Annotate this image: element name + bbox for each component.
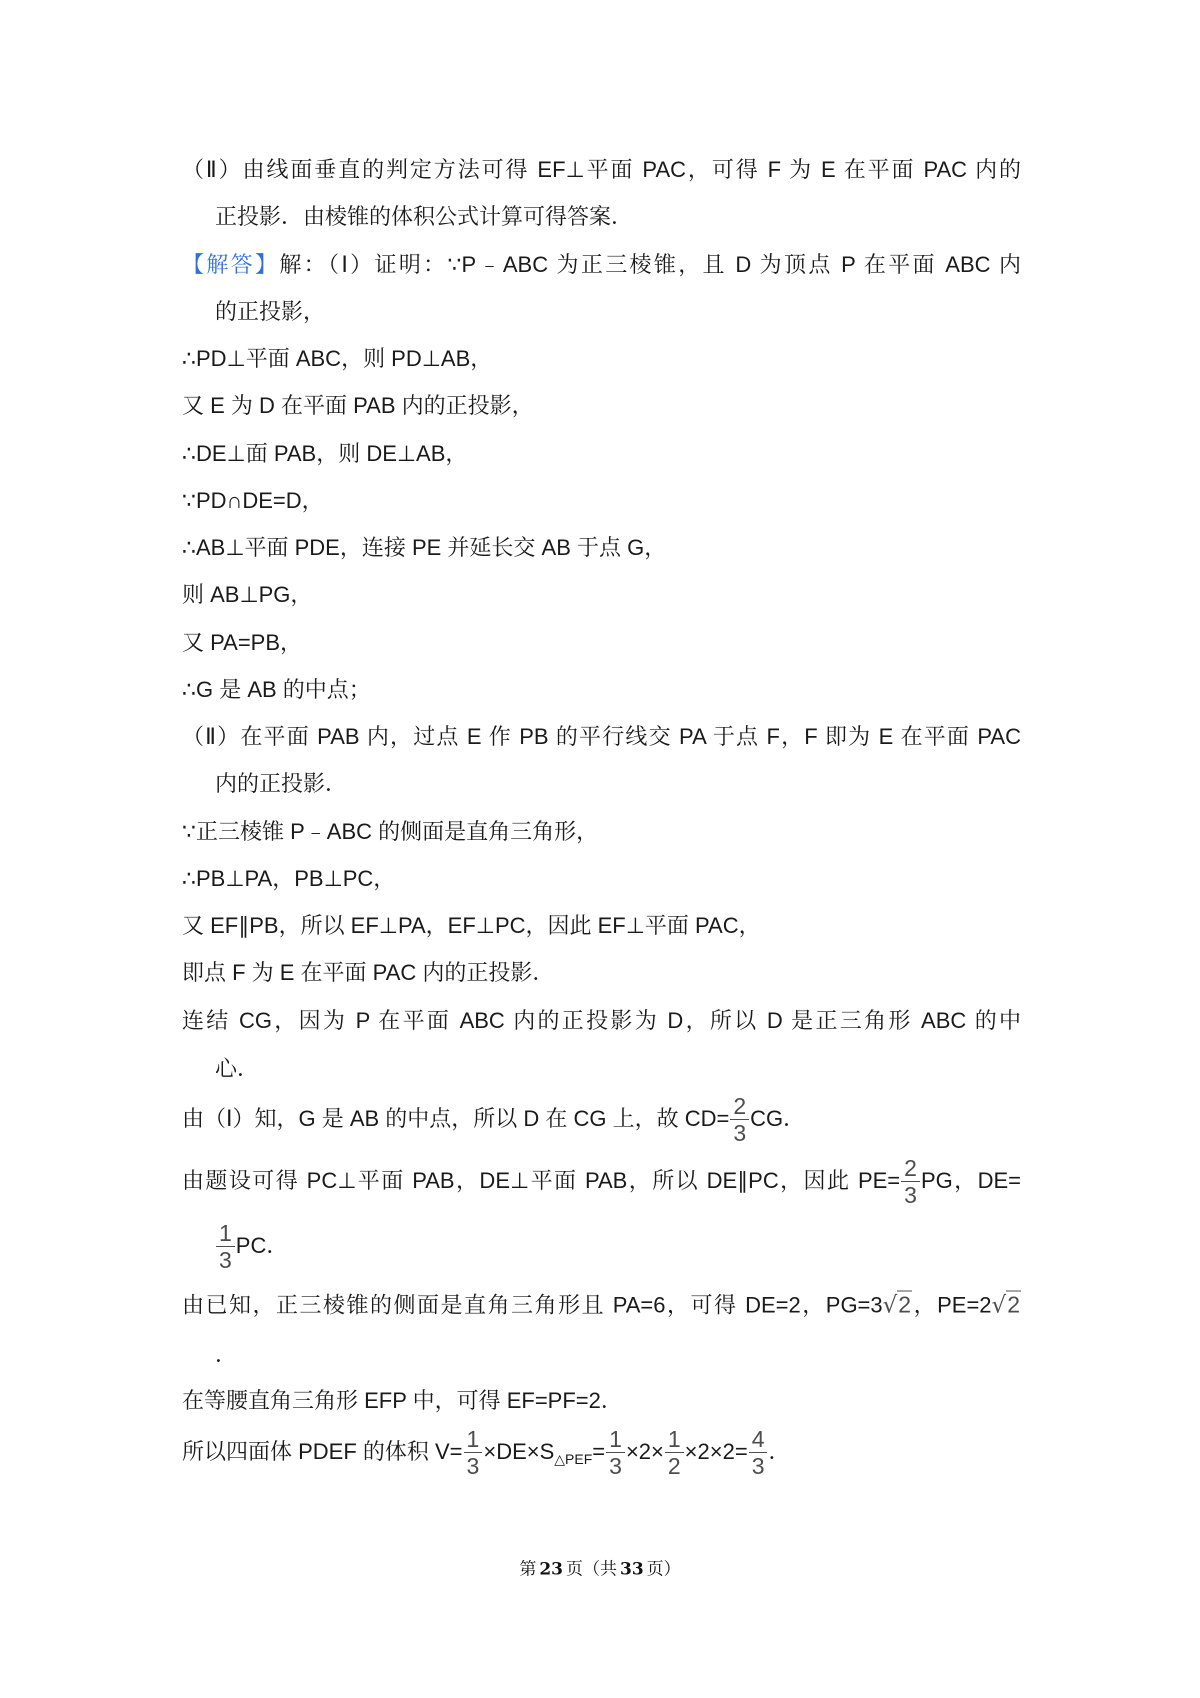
radical-sign: √: [882, 1292, 898, 1319]
fraction-denominator: 3: [904, 1182, 917, 1208]
given-values-line: [182, 1290, 1021, 1321]
footer-middle: 页（共: [566, 1559, 617, 1580]
solution-intro-continuation: 的正投影，: [215, 299, 326, 324]
volume-equation-line: [182, 1428, 791, 1478]
square-root: [883, 1293, 912, 1318]
solution-intro: 解：（Ⅰ）证明：∵P﹣ABC 为正三棱锥，且 D 为顶点 P 在平面 ABC 内: [279, 252, 1021, 277]
total-pages: 33: [620, 1559, 644, 1580]
analysis-line: （Ⅱ）由线面垂直的判定方法可得 EF⊥平面 PAC，可得 F 为 E 在平面 PAC 内的: [182, 157, 1021, 182]
solution-step-line: ∴G 是 AB 的中点；: [182, 677, 371, 702]
solution-step-line: ∴PB⊥PA，PB⊥PC，: [182, 866, 396, 891]
solution-step-line: 连结 CG，因为 P 在平面 ABC 内的正投影为 D，所以 D 是正三角形 ABC 的中: [182, 1008, 1021, 1033]
solution-step-line: ∴DE⊥面 PAB，则 DE⊥AB，: [182, 441, 468, 466]
cd-equation-line: [182, 1095, 805, 1145]
page-number: 23: [539, 1559, 563, 1580]
cd-line-text: 由（Ⅰ）知，G 是 AB 的中点，所以 D 在 CG 上，故 CD=: [182, 1105, 730, 1131]
solution-step-line: 即点 F 为 E 在平面 PAC 内的正投影．: [182, 960, 555, 985]
solution-step-line: ∵正三棱锥 P﹣ABC 的侧面是直角三角形，: [182, 819, 599, 844]
volume-line-part: ×2×: [625, 1438, 664, 1464]
fraction-denominator: 2: [667, 1453, 681, 1479]
area-subscript: △PEF: [554, 1450, 593, 1467]
given-line-middle: ，PE=2: [912, 1292, 992, 1318]
de-line-tail: PC．: [235, 1232, 289, 1258]
pe-line-tail: PG，DE=: [920, 1167, 1021, 1193]
isosceles-line: 在等腰直角三角形 EFP 中，可得 EF=PF=2．: [182, 1388, 623, 1413]
fraction: [749, 1428, 768, 1478]
pe-equation-line: [182, 1157, 1021, 1207]
solution-step-line: 又 PA=PB，: [182, 630, 303, 655]
cd-line-tail: CG．: [750, 1105, 806, 1131]
given-line-continuation: ．: [215, 1342, 238, 1367]
fraction: [730, 1095, 749, 1145]
solution-step-line: ∴AB⊥平面 PDE，连接 PE 并延长交 AB 于点 G，: [182, 535, 667, 560]
footer-suffix: 页）: [646, 1559, 681, 1580]
fraction: [216, 1222, 235, 1272]
solution-step-line: 则 AB⊥PG，: [182, 582, 313, 607]
page-footer: [0, 1555, 1200, 1580]
solution-step-line: ∵PD∩DE=D，: [182, 488, 324, 513]
solution-step-line: 内的正投影．: [215, 771, 348, 796]
fraction-numerator: 2: [730, 1095, 749, 1120]
fraction: [665, 1428, 684, 1478]
fraction-denominator: 3: [466, 1453, 480, 1479]
solution-intro-line: [182, 250, 1021, 280]
square-root: [992, 1293, 1021, 1318]
volume-line-part: =: [592, 1438, 606, 1464]
fraction-numerator: 4: [749, 1428, 768, 1453]
pe-line-text: 由题设可得 PC⊥平面 PAB，DE⊥平面 PAB，所以 DE∥PC，因此 PE=: [182, 1167, 901, 1193]
volume-line-text: 所以四面体 PDEF 的体积 V=: [182, 1438, 463, 1464]
solution-step-line: 又 E 为 D 在平面 PAB 内的正投影，: [182, 393, 534, 418]
volume-line-part: ．: [768, 1438, 791, 1464]
solution-step-line: 又 EF∥PB，所以 EF⊥PA，EF⊥PC，因此 EF⊥平面 PAC，: [182, 913, 761, 938]
volume-line-part: ×DE×S: [483, 1438, 555, 1464]
fraction-numerator: 1: [606, 1428, 625, 1453]
fraction-numerator: 1: [216, 1222, 235, 1247]
given-line-text: 由已知，正三棱锥的侧面是直角三角形且 PA=6，可得 DE=2，PG=3: [182, 1292, 883, 1318]
fraction-denominator: 3: [219, 1247, 232, 1273]
fraction-denominator: 3: [733, 1120, 747, 1146]
radical-sign: √: [991, 1292, 1007, 1319]
fraction-denominator: 3: [751, 1453, 765, 1479]
solution-step-line: ∴PD⊥平面 ABC，则 PD⊥AB，: [182, 346, 493, 371]
fraction: [464, 1428, 483, 1478]
fraction: [606, 1428, 625, 1478]
radicand: 2: [898, 1291, 912, 1318]
solution-label: 【解答】: [182, 252, 280, 277]
fraction-denominator: 3: [609, 1453, 622, 1479]
radicand: 2: [1007, 1291, 1020, 1318]
volume-line-part: ×2×2=: [684, 1438, 748, 1464]
footer-prefix: 第: [519, 1559, 537, 1580]
fraction-numerator: 1: [665, 1428, 684, 1453]
solution-step-line: （Ⅱ）在平面 PAB 内，过点 E 作 PB 的平行线交 PA 于点 F，F 即为 E 在平面 PAC: [182, 724, 1021, 749]
fraction-numerator: 1: [464, 1428, 483, 1453]
solution-step-line: 心．: [215, 1056, 260, 1081]
fraction: [901, 1157, 920, 1207]
analysis-line: 正投影．由棱锥的体积公式计算可得答案．: [215, 204, 634, 229]
fraction-numerator: 2: [901, 1157, 920, 1182]
de-equation-line: [215, 1222, 288, 1272]
